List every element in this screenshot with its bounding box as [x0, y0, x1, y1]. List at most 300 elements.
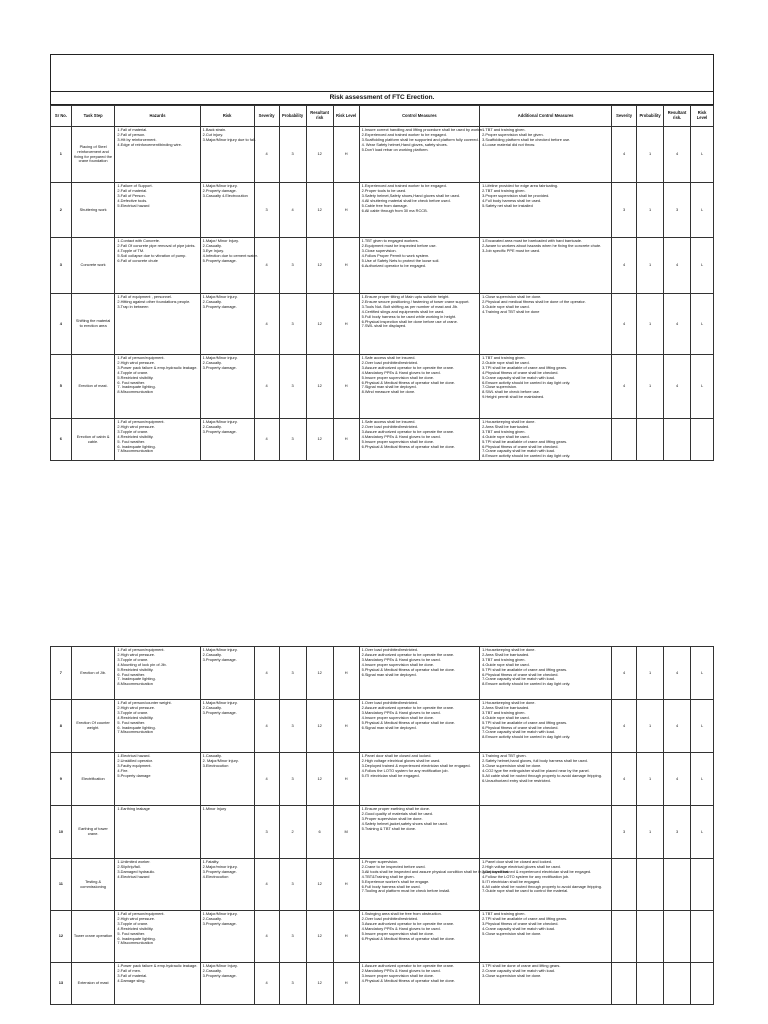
additional-control-measures-line: 3.TPI shall be available of crane and lifting gears.	[482, 364, 568, 370]
control-measures-line: 3.All tools shall be inspected and assure physical condition shall be in good condition.	[361, 868, 509, 874]
residual-probability: 1	[637, 806, 664, 859]
probability: 3	[279, 700, 306, 753]
hazards	[115, 647, 200, 700]
risk-line: 4.Infection due to cement water.	[202, 252, 258, 258]
hazards-line: 2.Fall of person.	[117, 131, 146, 137]
additional-control-measures-line: 5.Safety net shall be installed	[482, 202, 533, 208]
hazards-line: 2.High wind pressure.	[117, 704, 156, 710]
additional-control-measures	[480, 963, 612, 1005]
residual-severity: 3	[612, 806, 637, 859]
column-header: Severity	[612, 106, 637, 127]
resultant-risk: 6	[306, 806, 333, 859]
risk-table-page-1	[50, 105, 714, 461]
severity: 3	[254, 183, 279, 238]
risk-line: 5.Property damage.	[202, 257, 237, 263]
document-title: Risk assessment of FTC Erection.	[50, 92, 714, 105]
table-row	[51, 806, 714, 859]
probability: 3	[279, 127, 306, 183]
residual-severity: 4	[612, 753, 637, 806]
column-header: Hazards	[115, 106, 200, 127]
risk-line: 2.Casualty.	[202, 298, 222, 304]
additional-control-measures-line: 4.Follow the LOTO system for any rectification job.	[482, 873, 570, 879]
residual-probability: 1	[637, 294, 664, 355]
residual-risk-level: L	[691, 355, 714, 419]
column-header: Severity	[254, 106, 279, 127]
additional-control-measures-line: 5.TPI shall be available of crane and lifting gears.	[482, 719, 568, 725]
hazards-line: 4.Fire.	[117, 767, 129, 773]
hazards-line: 5.Property damage	[117, 772, 151, 778]
control-measures-line: 4.Mandatory PPEs & Hand gloves to be used.	[361, 925, 441, 931]
severity: 4	[254, 911, 279, 963]
control-measures-line: 7.Tooling and platform must be check before install.	[361, 888, 451, 894]
risk	[200, 294, 254, 355]
control-measures	[359, 355, 480, 419]
serial-number: 4	[51, 294, 72, 355]
additional-control-measures-line: 4.Guide rope shall be used.	[482, 714, 530, 720]
risk-line: 2.Casualty.	[202, 242, 222, 248]
additional-control-measures-line: 6.Physical fitness of crane shall be checked.	[482, 724, 559, 730]
control-measures-line: 5.Physical & Medical fitness of operator shall be done.	[361, 719, 456, 725]
risk-level: H	[333, 355, 359, 419]
column-header: Risk Level	[691, 106, 714, 127]
additional-control-measures-line: 2.Area Shall be barricaded.	[482, 651, 530, 657]
resultant-risk: 12	[306, 700, 333, 753]
hazards-line: 1.Fall of person/equipment.	[117, 911, 165, 916]
risk	[200, 700, 254, 753]
resultant-risk: 12	[306, 419, 333, 461]
resultant-risk: 12	[306, 238, 333, 294]
additional-control-measures-line: 1.TPI shall be done of crane and lifting gears.	[482, 963, 561, 968]
risk-level: H	[333, 183, 359, 238]
severity: 4	[254, 963, 279, 1005]
hazards-line: 5. Foul weather.	[117, 719, 146, 725]
hazards-line: 6. Foul weather.	[117, 379, 146, 385]
hazards	[115, 911, 200, 963]
hazards	[115, 419, 200, 461]
control-measures-line: 3.Assure authorized operator to be operate the crane.	[361, 920, 455, 926]
probability: 3	[279, 419, 306, 461]
residual-risk-level	[691, 911, 714, 963]
additional-control-measures-line: 1.Housekeeping shall be done.	[482, 419, 536, 424]
additional-control-measures-line: 1.Panel door shall be closed and locked.	[482, 859, 552, 864]
probability: 2	[279, 806, 306, 859]
probability: 4	[279, 183, 306, 238]
residual-risk-level: L	[691, 238, 714, 294]
hazards-line: 6.Fall of concrete chute	[117, 257, 158, 263]
residual-probability	[637, 859, 664, 911]
risk-line: 1.Minor Injury	[202, 806, 227, 811]
control-measures-line: 3.Assure authorized operator to be operate the crane.	[361, 364, 455, 370]
hazards-line: 5.Restricted visibility.	[117, 666, 154, 672]
control-measures-line: 4.Insure proper supervision shall be done.	[361, 714, 435, 720]
serial-number: 9	[51, 753, 72, 806]
control-measures	[359, 127, 484, 183]
risk-line: 1.Back strain.	[202, 127, 227, 132]
additional-control-measures-line: 2.Guide rope shall be used.	[482, 359, 530, 365]
additional-control-measures-line: 3.Proper supervision shall be provided.	[482, 192, 550, 198]
residual-probability: 1	[637, 127, 664, 183]
control-measures-line: 8.Wind measure shall be done.	[361, 389, 416, 395]
hazards-line: 6. Foul weather.	[117, 671, 146, 677]
probability: 3	[279, 238, 306, 294]
additional-control-measures	[480, 806, 612, 859]
control-measures-line: 4.TBT&Training shall be given.	[361, 873, 415, 879]
additional-control-measures	[480, 647, 612, 700]
residual-resultant-risk: 3	[664, 183, 691, 238]
resultant-risk: 12	[306, 647, 333, 700]
additional-control-measures-line: 2.Physical and medical fitness shall be done of the operator.	[482, 298, 586, 304]
hazards-line: 1.Fall of material.	[117, 127, 148, 132]
hazards-line: 7.Miscommunication	[117, 729, 153, 735]
severity: 4	[254, 647, 279, 700]
risk-line: 3.Major/Minor injury due to fall.	[202, 136, 256, 142]
residual-resultant-risk: 4	[664, 753, 691, 806]
hazards-line: 2.Hitting against other foundations people.	[117, 298, 191, 304]
residual-resultant-risk	[664, 419, 691, 461]
risk-level: H	[333, 419, 359, 461]
residual-probability	[637, 419, 664, 461]
control-measures-line: 2.Equipment must be inspected before use.	[361, 242, 437, 248]
control-measures	[359, 238, 480, 294]
additional-control-measures-line: 1.TBT and training given.	[482, 911, 526, 916]
task-step: Electrification	[71, 753, 115, 806]
hazards-line: 1.Earthing leakage	[117, 806, 150, 811]
hazards-line: 8.Miscommunication	[117, 681, 153, 687]
additional-control-measures	[480, 419, 612, 461]
additional-control-measures-line: 1.Excavated area must be barricaded with hard barricade.	[482, 238, 583, 243]
control-measures-line: 5.Don't load rebar on working platform.	[361, 146, 429, 152]
control-measures-line: 5.Physical & Medical fitness of operator shall be done.	[361, 666, 456, 672]
additional-control-measures	[480, 183, 612, 238]
hazards-line: 3.Topple of crane.	[117, 428, 149, 434]
control-measures-line: 5.Use of Safety Nets to protect the loose soil.	[361, 257, 440, 263]
control-measures-line: 4. Wear Safety helmet,Hand gloves, safety shoes.	[361, 141, 448, 147]
additional-control-measures-line: 3.Deployed trained & experienced electrician shall be engaged.	[482, 868, 592, 874]
residual-probability: 1	[637, 700, 664, 753]
hazards-line: 1.Fall of person/counter weight.	[117, 700, 172, 705]
additional-control-measures-line: 4.Crane capacity shall be match with load.	[482, 925, 556, 931]
hazards-line: 5. Foul weather.	[117, 438, 146, 444]
additional-control-measures-line: 3.TBT and training given.	[482, 428, 526, 434]
additional-control-measures-line: 2.TBT and training given.	[482, 187, 526, 193]
column-header: Sr No.	[51, 106, 72, 127]
task-step: Erection Of counter weight.	[71, 700, 115, 753]
additional-control-measures-line: 1.TBT and training given.	[482, 355, 526, 360]
additional-control-measures-line: 3.Physical fitness of crane shall be checked.	[482, 920, 559, 926]
residual-severity	[612, 963, 637, 1005]
control-measures-line: 2.Assure authorized operator to be operate the crane.	[361, 704, 455, 710]
control-measures-line: 5.Insure proper supervision shall be done.	[361, 374, 435, 380]
control-measures-line: 5.Insure proper supervision shall be done.	[361, 930, 435, 936]
hazards-line: 1.Fall of person/equipment.	[117, 647, 165, 652]
control-measures-line: 1.Over load prohibited/restricted.	[361, 700, 419, 705]
risk-line: 3.Property damage.	[202, 656, 237, 662]
risk	[200, 355, 254, 419]
table-row	[51, 859, 714, 911]
control-measures-line: 7.SWL shall be displayed.	[361, 323, 407, 329]
serial-number: 7	[51, 647, 72, 700]
table-row	[51, 963, 714, 1005]
control-measures-line: 3.Safety helmet,Safety shoes,Hand gloves shall be used.	[361, 192, 460, 198]
risk	[200, 753, 254, 806]
probability: 3	[279, 294, 306, 355]
control-measures-line: 1.Ensure proper earthing shall be done.	[361, 806, 430, 811]
table-row	[51, 700, 714, 753]
control-measures	[359, 647, 480, 700]
control-measures-line: 5.ITI electrician shall be engaged.	[361, 772, 420, 778]
control-measures-line: 6.Signal man shall be deployed.	[361, 671, 417, 677]
control-measures	[359, 294, 480, 355]
additional-control-measures-line: 2.Aware to workers about hazards when he fixing the concrete chute.	[482, 242, 602, 248]
risk-line: 1.Major/Minor injury.	[202, 911, 238, 916]
residual-severity: 4	[612, 647, 637, 700]
hazards-line: 7.Miscommunication	[117, 448, 153, 454]
risk-level: H	[333, 859, 359, 911]
risk	[200, 419, 254, 461]
risk-line: 3.Eye Injury.	[202, 247, 224, 253]
serial-number: 1	[51, 127, 72, 183]
control-measures-line: 1.Panel door shall be closed and locked.	[361, 753, 432, 758]
additional-control-measures-line: 2.TPI shall be available of crane and lifting gears.	[482, 915, 568, 921]
risk-line: 2.Property damage.	[202, 187, 237, 193]
additional-control-measures-line: 4.Guide rope shall be used.	[482, 661, 530, 667]
control-measures-line: 2.Mandatory PPEs & Hand gloves to be used.	[361, 967, 441, 973]
control-measures-line: 2.Proper tools to be used.	[361, 187, 407, 193]
hazards-line: 2.High wind pressure.	[117, 359, 156, 365]
hazards-line: 3.Power pack failure & emp.hydraulic leakage.	[117, 364, 198, 370]
control-measures-line: 3.Mandatory PPEs & Hand gloves to be used.	[361, 709, 441, 715]
control-measures-line: 6.Physical & Medical fitness of operator shall be done.	[361, 379, 456, 385]
control-measures-line: 6.Full body harness shall be used.	[361, 883, 421, 889]
additional-control-measures-line: 9.Height permit shall be maintained.	[482, 394, 545, 400]
control-measures-line: 1.Proper supervision.	[361, 859, 399, 864]
table-body	[51, 647, 714, 1005]
hazards-line: 1.Fall of person/equipment.	[117, 419, 165, 424]
residual-severity: 4	[612, 127, 637, 183]
table-header-row	[51, 106, 714, 127]
additional-control-measures-line: 6.All cable shall be routed through properly to avoid damage /tripping.	[482, 883, 602, 889]
residual-probability	[637, 911, 664, 963]
risk-line: 3.Property damage.	[202, 972, 237, 978]
serial-number: 10	[51, 806, 72, 859]
control-measures-line: 3.Proper supervision shall be done.	[361, 815, 423, 821]
severity: 4	[254, 859, 279, 911]
control-measures	[359, 859, 509, 911]
control-measures-line: 4.Mandatory PPEs & Hand gloves to be used.	[361, 433, 441, 439]
severity: 4	[254, 127, 279, 183]
control-measures-line: 5.Training & TBT shall be done.	[361, 825, 417, 831]
additional-control-measures-line: 7.Crane capacity shall be match with load.	[482, 676, 556, 682]
hazards-line: 2.Fall of men.	[117, 967, 141, 973]
resultant-risk: 12	[306, 355, 333, 419]
additional-control-measures-line: 7.Guide rope shall be used to control the material.	[482, 888, 569, 894]
severity: 4	[254, 700, 279, 753]
hazards-line: 4.Topple of crane.	[117, 369, 149, 375]
additional-control-measures-line: 7.Crane capacity shall be match with load.	[482, 448, 556, 454]
risk-line: 1.Major/Minor Injury.	[202, 963, 238, 968]
control-measures-line: 4.Insure proper supervision shall be done.	[361, 661, 435, 667]
control-measures-line: 5.Cable free from damage.	[361, 202, 408, 208]
probability: 3	[279, 911, 306, 963]
severity: 4	[254, 294, 279, 355]
additional-control-measures-line: 4.Full body harness shall be used.	[482, 197, 542, 203]
risk-level: H	[333, 911, 359, 963]
column-header: Control Measures	[359, 106, 480, 127]
residual-probability: 1	[637, 183, 664, 238]
risk	[200, 859, 254, 911]
control-measures-line: 2.Over load prohibited/restricted.	[361, 359, 419, 365]
column-header: Task Step	[71, 106, 115, 127]
hazards-line: 7. Inadequate lighting.	[117, 676, 156, 682]
residual-severity	[612, 911, 637, 963]
task-step: Placing of Steel reinforcement and fixing for prepared the crane foundation	[71, 127, 115, 183]
risk	[200, 238, 258, 294]
task-step: Concrete work	[71, 238, 115, 294]
control-measures-line: 5.Full body harness to be used while working in height.	[361, 313, 457, 319]
control-measures-line: 4.Certified slings and equipments shall be used.	[361, 308, 445, 314]
risk-level: H	[333, 647, 359, 700]
risk-line: 1.Major/Minor injury.	[202, 700, 238, 705]
hazards	[115, 753, 200, 806]
additional-control-measures-line: 5.TPI shall be available of crane and lifting gears.	[482, 438, 568, 444]
control-measures-line: 2.High voltage electrical gloves shall be used.	[361, 757, 441, 763]
task-step: Shifting the material to erection area	[71, 294, 115, 355]
residual-severity	[612, 419, 637, 461]
column-header: Risk	[200, 106, 254, 127]
task-step: Erection of Jib.	[71, 647, 115, 700]
control-measures-line: 5.Insure proper supervision shall be done.	[361, 438, 435, 444]
hazards-line: 2.Unskilled operator.	[117, 757, 153, 763]
hazards	[115, 238, 200, 294]
additional-control-measures-line: 7.Close supervision.	[482, 384, 518, 390]
residual-resultant-risk	[664, 963, 691, 1005]
additional-control-measures-line: 3.Guide rope shall be used.	[482, 303, 530, 309]
hazards-line: 3.Topple of crane.	[117, 709, 149, 715]
residual-severity: 4	[612, 238, 637, 294]
hazards-line: 1.Failure of Support.	[117, 183, 153, 188]
risk-line: 2.Major/minor injury.	[202, 863, 238, 869]
residual-severity: 3	[612, 183, 637, 238]
column-header: Resultant risk	[306, 106, 333, 127]
hazards-line: 3.Topple of crane.	[117, 656, 149, 662]
residual-risk-level	[691, 963, 714, 1005]
control-measures	[359, 753, 480, 806]
additional-control-measures-line: 3.Close supervision shall be done.	[482, 762, 542, 768]
hazards-line: 3.Damaged hydraulic.	[117, 868, 156, 874]
risk-level: H	[333, 963, 359, 1005]
hazards-line: 2.High wind pressure.	[117, 423, 156, 429]
residual-resultant-risk: 4	[664, 294, 691, 355]
risk	[200, 127, 254, 183]
table-row	[51, 183, 714, 238]
serial-number: 13	[51, 963, 72, 1005]
column-header: Probability	[637, 106, 664, 127]
additional-control-measures	[480, 355, 612, 419]
serial-number: 2	[51, 183, 72, 238]
column-header: Risk Level	[333, 106, 359, 127]
hazards-line: 5. Foul weather.	[117, 930, 146, 936]
hazards-line: 1.Contact with Concrete.	[117, 238, 161, 243]
control-measures-line: 3.Scaffolding platform shall be supported and platform fully covered.	[361, 136, 479, 142]
residual-resultant-risk: 4	[664, 355, 691, 419]
hazards-line: 4.Defective tools.	[117, 197, 148, 203]
residual-risk-level: L	[691, 183, 714, 238]
task-step: Erection of mast.	[71, 355, 115, 419]
serial-number: 5	[51, 355, 72, 419]
control-measures-line: 3.Insure proper supervision shall be done.	[361, 972, 435, 978]
additional-control-measures-line: 8.Ensure activity should be carried in day light only.	[482, 734, 571, 740]
residual-risk-level: L	[691, 647, 714, 700]
control-measures-line: 1.Ensure proper tilting of Main upto suitable height.	[361, 294, 450, 299]
hazards	[115, 859, 200, 911]
additional-control-measures-line: 5.ITI electrician shall be engaged.	[482, 878, 541, 884]
additional-control-measures-line: 4.Loose material did not throw.	[482, 141, 536, 147]
risk-level: H	[333, 238, 359, 294]
serial-number: 3	[51, 238, 72, 294]
column-header: Resultant risk.	[664, 106, 691, 127]
additional-control-measures-line: 1.TBT and training given.	[482, 127, 526, 132]
table-row	[51, 355, 714, 419]
additional-control-measures-line: 4.Physical fitness of crane shall be checked.	[482, 369, 559, 375]
risk-line: 3.Property damage.	[202, 364, 237, 370]
risk	[200, 911, 254, 963]
hazards-line: 2.Slip/trip/fall.	[117, 863, 141, 869]
residual-resultant-risk	[664, 911, 691, 963]
column-header: Additional Control Measures	[480, 106, 612, 127]
hazards-line: 4.Electrical hazard	[117, 873, 150, 879]
risk-line: 1.Major/Minor injury.	[202, 355, 238, 360]
additional-control-measures-line: 3.Job specific PPE must be used.	[482, 247, 541, 253]
hazards-line: 5.Restricted visibility.	[117, 374, 154, 380]
resultant-risk: 12	[306, 127, 333, 183]
serial-number: 8	[51, 700, 72, 753]
control-measures-line: 2.Good quality of materials shall be used.	[361, 810, 433, 816]
control-measures-line: 4.Follow Proper Permit to work system.	[361, 252, 430, 258]
hazards	[115, 963, 200, 1005]
serial-number: 11	[51, 859, 72, 911]
control-measures-line: 2.Experienced and trained worker to be engaged.	[361, 131, 447, 137]
control-measures-line: 4.Follow the LOTO system for any rectification job.	[361, 767, 449, 773]
serial-number: 12	[51, 911, 72, 963]
control-measures-line: 3.Close supervision.	[361, 247, 397, 253]
additional-control-measures-line: 1.Housekeeping shall be done.	[482, 700, 536, 705]
control-measures-line: 1.Insure correct handling and lifting procedure shall be used by worker.	[361, 127, 484, 132]
residual-resultant-risk	[664, 859, 691, 911]
additional-control-measures-line: 4.Guide rope shall be used.	[482, 433, 530, 439]
residual-severity: 4	[612, 700, 637, 753]
additional-control-measures-line: 3.TBT and training given.	[482, 656, 526, 662]
control-measures-line: 4.All shuttering material shall be check before used.	[361, 197, 451, 203]
risk-line: 2.Casualty.	[202, 967, 222, 973]
residual-risk-level	[691, 859, 714, 911]
hazards-line: 1.Fall of equipment , personnel.	[117, 294, 172, 299]
risk-level: M	[333, 806, 359, 859]
control-measures-line: 2.Assure authorized operator to be operate the crane.	[361, 651, 455, 657]
residual-resultant-risk: 4	[664, 647, 691, 700]
additional-control-measures	[480, 753, 612, 806]
residual-probability	[637, 963, 664, 1005]
control-measures-line: 3.Deployed trained & experienced electrician shall be engaged.	[361, 762, 471, 768]
risk-line: 4.Electrocution	[202, 873, 229, 879]
resultant-risk: 12	[306, 753, 333, 806]
severity: 4	[254, 753, 279, 806]
probability: 3	[279, 753, 306, 806]
hazards	[115, 294, 200, 355]
control-measures-line: 6.Physical & Medical fitness of operator shall be done.	[361, 935, 456, 941]
hazards-line: 8.Miscommunication	[117, 389, 153, 395]
resultant-risk: 12	[306, 859, 333, 911]
additional-control-measures-line: 8.Ensure activity should be carried in day light only.	[482, 681, 571, 687]
